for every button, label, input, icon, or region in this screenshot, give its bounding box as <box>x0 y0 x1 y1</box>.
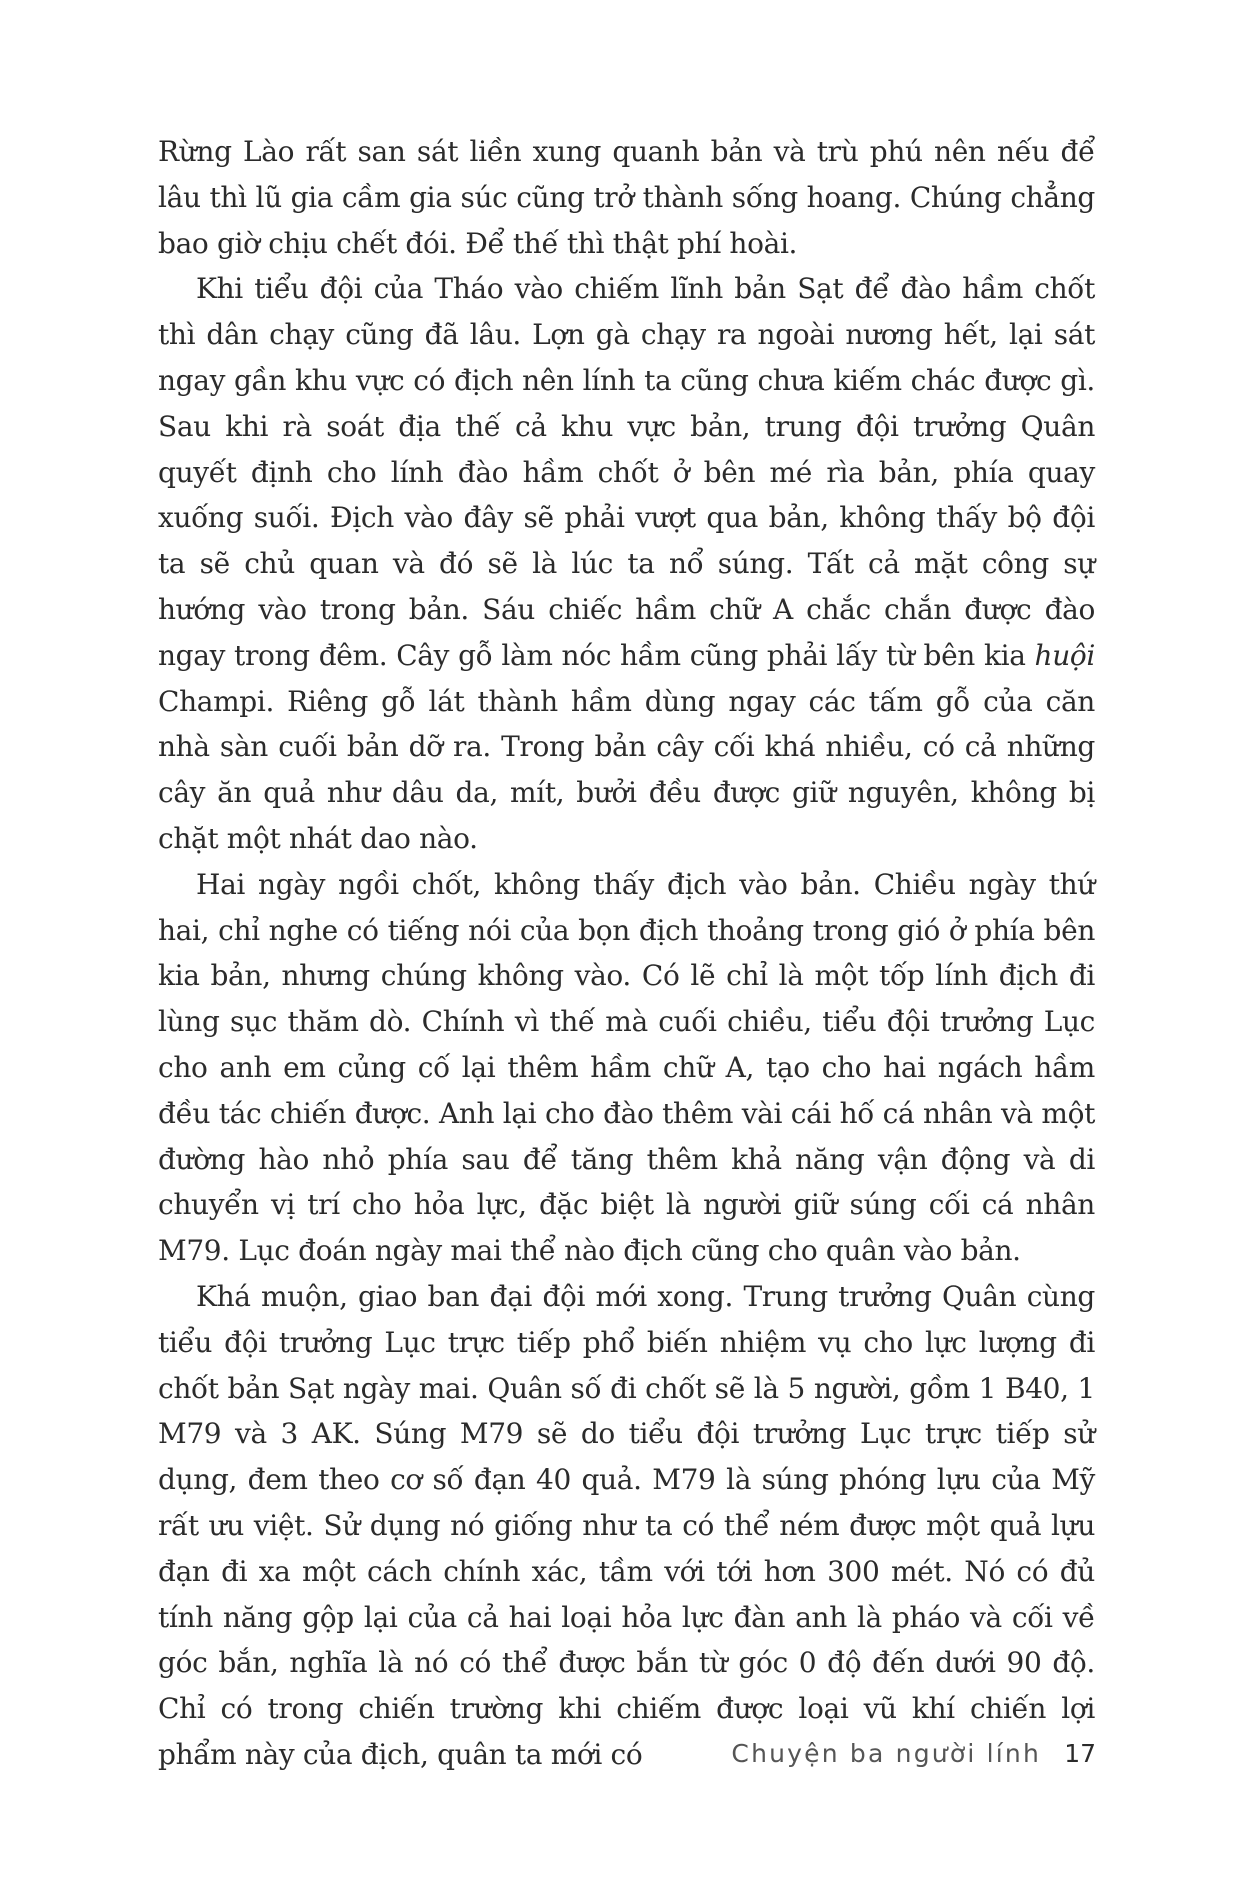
page-number: 17 <box>1064 1739 1096 1768</box>
paragraph-2 <box>158 266 1095 861</box>
paragraph-4: Khá muộn, giao ban đại đội mới xong. Trung trưởng Quân cùng tiểu đội trưởng Lục trực tiếp phổ biến nhiệm vụ cho lực lượng đi chốt bản Sạt ngày mai. Quân số đi chốt sẽ là 5 người, gồm 1 B40, 1 M79 và 3 AK. Súng M79 sẽ do tiểu đội trưởng Lục trực tiếp sử dụng, đem theo cơ số đạn 40 quả. M79 là súng phóng lựu của Mỹ rất ưu việt. Sử dụng nó giống như ta có thể ném được một quả lựu đạn đi xa một cách chính xác, tầm với tới hơn 300 mét. Nó có đủ tính năng gộp lại của cả hai loại hỏa lực đàn anh là pháo và cối về góc bắn, nghĩa là nó có thể được bắn từ góc 0 độ đến dưới 90 độ. Chỉ có trong chiến trường khi chiếm được loại vũ khí chiến lợi phẩm này của địch, quân ta mới có <box>158 1279 1095 1771</box>
paragraph-2-italic-word: huội <box>1034 638 1095 672</box>
running-title: Chuyện ba người lính <box>731 1739 1041 1768</box>
paragraph-2-text-before: Khi tiểu đội của Tháo vào chiếm lĩnh bản Sạt để đào hầm chốt thì dân chạy cũng đã lâu. Lợn gà chạy ra ngoài nương hết, lại sát ngay gần khu vực có địch nên lính ta cũng chưa kiếm chác được gì. Sau khi rà soát địa thế cả khu vực bản, trung đội trưởng Quân quyết định cho lính đào hầm chốt ở bên mé rìa bản, phía quay xuống suối. Địch vào đây sẽ phải vượt qua bản, không thấy bộ đội ta sẽ chủ quan và đó sẽ là lúc ta nổ súng. Tất cả mặt công sự hướng vào trong bản. Sáu chiếc hầm chữ A chắc chắn được đào ngay trong đêm. Cây gỗ làm nóc hầm cũng phải lấy từ bên kia <box>158 272 1095 672</box>
page-footer <box>0 1739 1237 1779</box>
paragraph-3: Hai ngày ngồi chốt, không thấy địch vào bản. Chiều ngày thứ hai, chỉ nghe có tiếng nói của bọn địch thoảng trong gió ở phía bên kia bản, nhưng chúng không vào. Có lẽ chỉ là một tốp lính địch đi lùng sục thăm dò. Chính vì thế mà cuối chiều, tiểu đội trưởng Lục cho anh em củng cố lại thêm hầm chữ A, tạo cho hai ngách hầm đều tác chiến được. Anh lại cho đào thêm vài cái hố cá nhân và một đường hào nhỏ phía sau để tăng thêm khả năng vận động và di chuyển vị trí cho hỏa lực, đặc biệt là người giữ súng cối cá nhân M79. Lục đoán ngày mai thể nào địch cũng cho quân vào bản. <box>158 867 1095 1268</box>
paragraph-2-text-after: Champi. Riêng gỗ lát thành hầm dùng ngay các tấm gỗ của căn nhà sàn cuối bản dỡ ra. Trong bản cây cối khá nhiều, có cả những cây ăn quả như dâu da, mít, bưởi đều được giữ nguyên, không bị chặt một nhát dao nào. <box>158 684 1095 855</box>
body-text <box>158 129 1095 1778</box>
paragraph-1: Rừng Lào rất san sát liền xung quanh bản và trù phú nên nếu để lâu thì lũ gia cầm gia súc cũng trở thành sống hoang. Chúng chẳng bao giờ chịu chết đói. Để thế thì thật phí hoài. <box>158 135 1095 260</box>
